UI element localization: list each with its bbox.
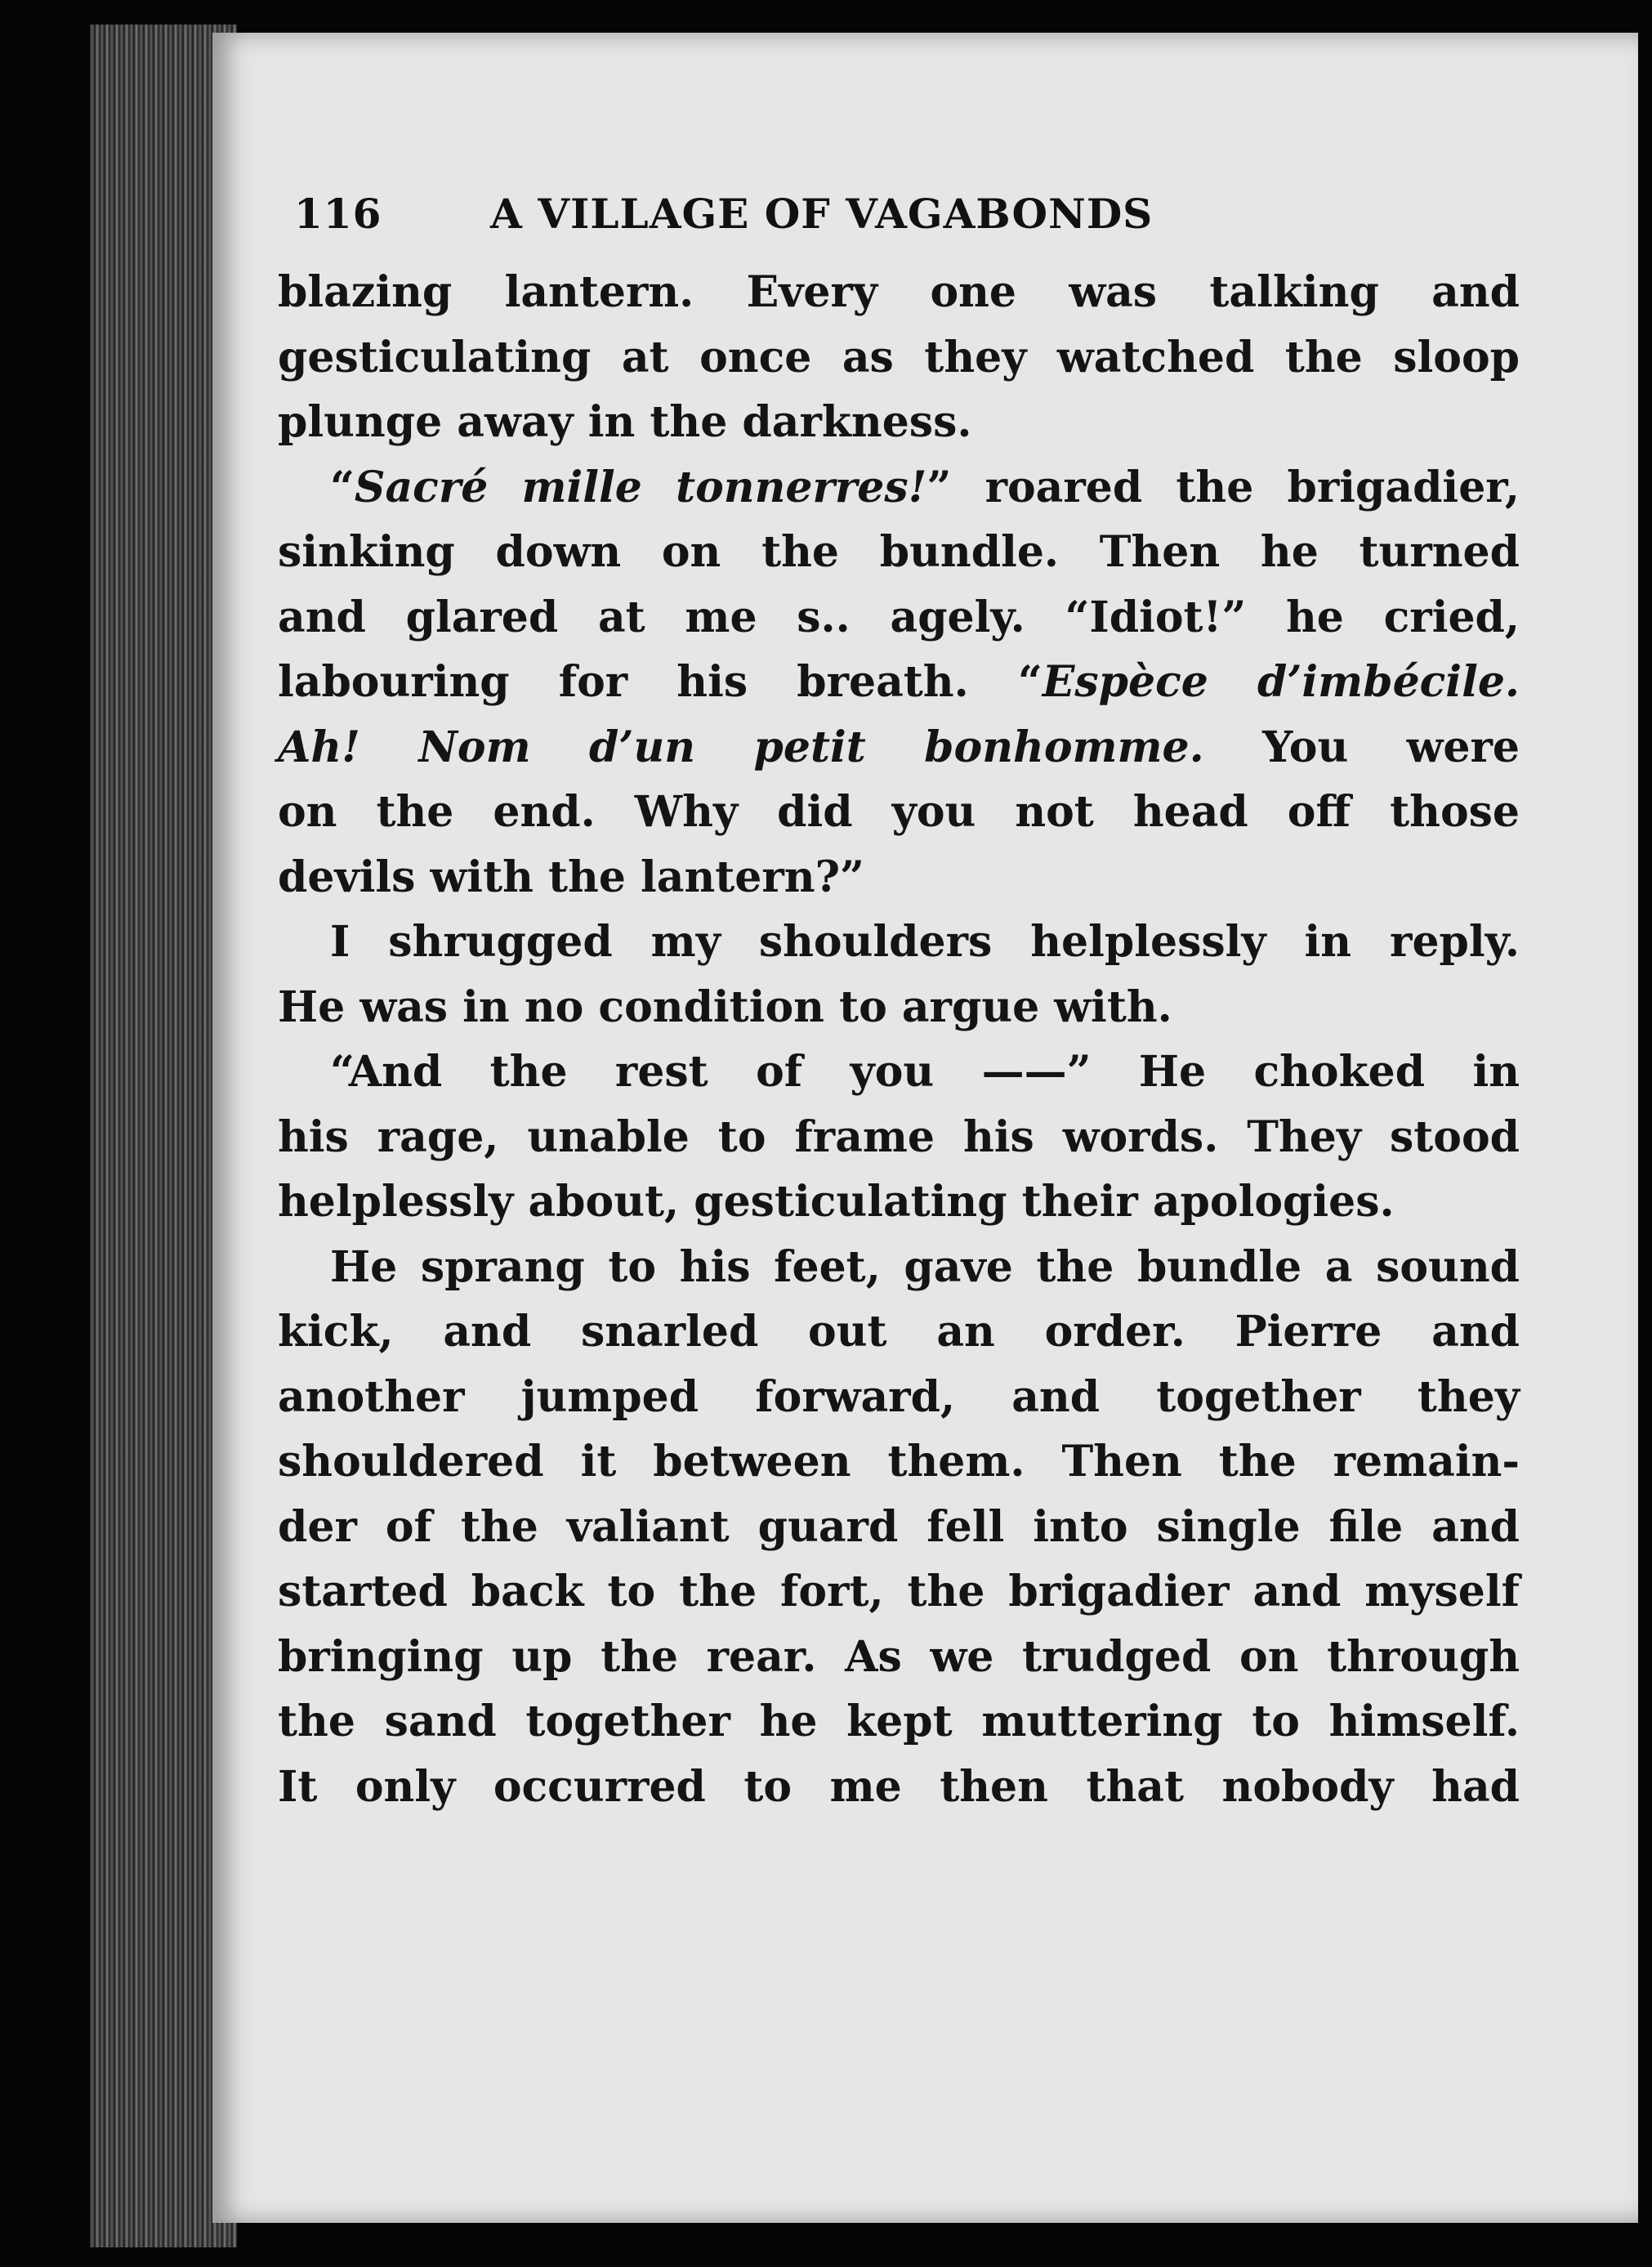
text-segment: ” roared the brigadier, (926, 462, 1520, 512)
text-line: He sprang to his feet, gave the bundle a sound (330, 1241, 1520, 1292)
body-text (278, 260, 1520, 1819)
text-line: plunge away in the darkness. (278, 397, 972, 447)
page-number: 116 (294, 190, 382, 238)
text-line: helplessly about, gesticulating their apologies. (278, 1177, 1395, 1227)
text-line: and glared at me s.. agely. “Idiot!” he cried, (278, 592, 1520, 642)
text-line: on the end. Why did you not head off those (278, 787, 1520, 837)
text-line: kick, and snarled out an order. Pierre and (278, 1307, 1520, 1357)
text-segment: “ (330, 462, 355, 512)
text-line (278, 455, 1520, 521)
text-line: It only occurred to me then that nobody had (278, 1761, 1520, 1812)
text-line: bringing up the rear. As we trudged on through (278, 1631, 1520, 1682)
text-line: der of the valiant guard fell into single file and (278, 1501, 1520, 1552)
text-line: gesticulating at once as they watched the sloop (278, 332, 1520, 382)
italic-phrase: Sacré mille tonnerres! (354, 462, 927, 512)
text-line: He was in no condition to argue with. (278, 981, 1172, 1032)
text-segment: You were (1203, 722, 1520, 772)
text-line: sinking down on the bundle. Then he turned (278, 527, 1520, 577)
text-line (278, 715, 1520, 780)
text-line (278, 650, 1520, 715)
book-title: A VILLAGE OF VAGABONDS (490, 190, 1154, 238)
text-line: the sand together he kept muttering to himself. (278, 1697, 1520, 1746)
text-line: shouldered it between them. Then the remain- (278, 1437, 1520, 1487)
italic-phrase: Espèce d’imbécile. (1042, 657, 1520, 707)
text-line: his rage, unable to frame his words. They stood (278, 1111, 1520, 1162)
italic-phrase: Ah! Nom d’un petit bonhomme. (278, 722, 1204, 772)
text-line: another jumped forward, and together they (278, 1371, 1520, 1422)
text-line: I shrugged my shoulders helplessly in reply. (330, 917, 1520, 967)
text-line: devils with the lantern?” (278, 852, 864, 902)
text-line: blazing lantern. Every one was talking and (278, 267, 1520, 317)
text-segment: labouring for his breath. “ (278, 657, 1043, 707)
running-head (294, 190, 1340, 239)
text-line: started back to the fort, the brigadier and myself (278, 1567, 1520, 1616)
text-line: “And the rest of you ——” He choked in (330, 1047, 1520, 1097)
